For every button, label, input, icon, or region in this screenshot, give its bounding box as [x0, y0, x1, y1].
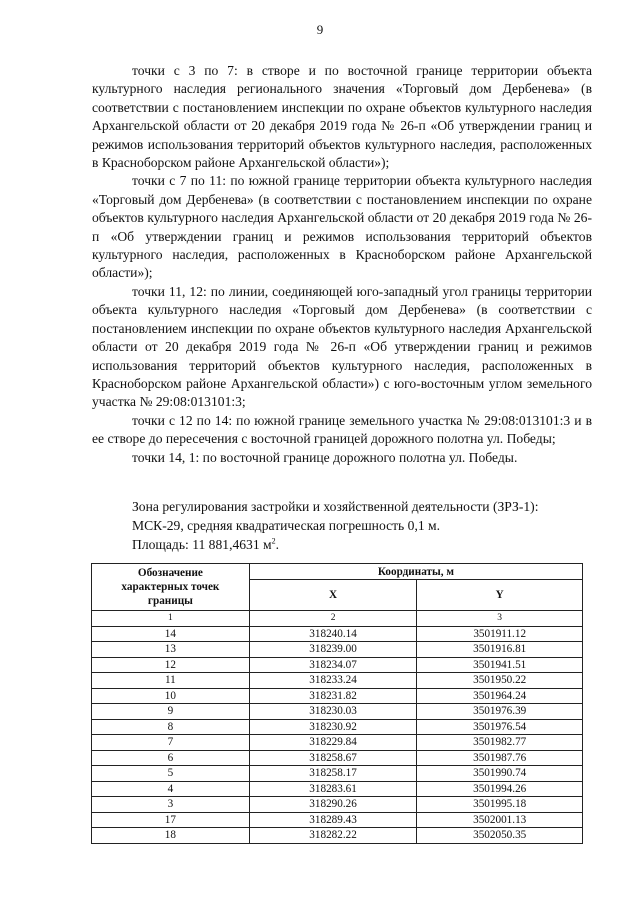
boundary-description — [92, 62, 592, 467]
table-row — [92, 642, 583, 658]
table-row — [92, 766, 583, 782]
cell-point: 3 — [92, 797, 250, 813]
paragraph: точки с 3 по 7: в створе и по восточной границе территории объекта культурного наследия регионального значения «Торговый дом Дербенева» (в соответствии с постановлением инспекции по охране объектов культурного наследия Архангельской области от 20 декабря 2019 года № 26-п «Об утверждении границ и режимов использования территорий объектов культурного наследия, расположенных в Красноборском районе Архангельской области»); — [92, 63, 592, 171]
cell-y: 3501911.12 — [417, 626, 583, 642]
column-number-row — [92, 611, 583, 627]
col-num: 1 — [92, 611, 250, 627]
cell-x: 318240.14 — [249, 626, 417, 642]
cell-x: 318282.22 — [249, 828, 417, 844]
cell-y: 3501941.51 — [417, 657, 583, 673]
table-row — [92, 688, 583, 704]
paragraph: точки с 7 по 11: по южной границе территории объекта культурного наследия «Торговый дом Дербенева» (в соответствии с постановлением инспекции по охране объектов культурного наследия Архангельской области от 20 декабря 2019 года № 26-п «Об утверждении границ и режимов использования территорий объектов культурного наследия, расположенных в Красноборском районе Архангельской области»); — [92, 173, 592, 281]
cell-point: 10 — [92, 688, 250, 704]
cell-y: 3501987.76 — [417, 750, 583, 766]
area-label: Площадь: 11 881,4631 м — [132, 537, 272, 552]
zone-title: Зона регулирования застройки и хозяйственной деятельности (ЗРЗ-1): — [132, 499, 539, 514]
cell-y: 3502050.35 — [417, 828, 583, 844]
col-num: 3 — [417, 611, 583, 627]
table-row — [92, 673, 583, 689]
area-sup: 2 — [271, 536, 276, 546]
cell-point: 9 — [92, 704, 250, 720]
cell-point: 5 — [92, 766, 250, 782]
header-x: X — [249, 580, 417, 611]
cell-y: 3501976.54 — [417, 719, 583, 735]
cell-x: 318233.24 — [249, 673, 417, 689]
table-body — [92, 626, 583, 843]
coordinate-system: МСК-29, средняя квадратическая погрешность 0,1 м. — [132, 518, 441, 533]
table-row — [92, 797, 583, 813]
cell-point: 11 — [92, 673, 250, 689]
cell-point: 4 — [92, 781, 250, 797]
cell-x: 318258.17 — [249, 766, 417, 782]
page-number: 9 — [316, 22, 324, 37]
cell-y: 3501950.22 — [417, 673, 583, 689]
table-row — [92, 657, 583, 673]
paragraph: точки 11, 12: по линии, соединяющей юго-западный угол границы территории объекта культурного наследия «Торговый дом Дербенева» (в соответствии с постановлением инспекции по охране объектов культурного наследия Архангельской области от 20 декабря 2019 года № 26-п «Об утверждении границ и режимов использования территорий объектов культурного наследия, расположенных в Красноборском районе Архангельской области») с юго-восточным углом земельного участка № 29:08:013101:3; — [92, 283, 592, 410]
col-num: 2 — [249, 611, 417, 627]
table-row — [92, 750, 583, 766]
header-y: Y — [417, 580, 583, 611]
cell-x: 318230.03 — [249, 704, 417, 720]
cell-x: 318289.43 — [249, 812, 417, 828]
cell-point: 18 — [92, 828, 250, 844]
cell-x: 318258.67 — [249, 750, 417, 766]
area-end: . — [275, 537, 280, 552]
cell-point: 17 — [92, 812, 250, 828]
table-row — [92, 781, 583, 797]
zone-info — [132, 497, 602, 554]
paragraph: точки 14, 1: по восточной границе дорожного полотна ул. Победы. — [132, 449, 518, 465]
table-row — [92, 704, 583, 720]
cell-point: 7 — [92, 735, 250, 751]
cell-x: 318239.00 — [249, 642, 417, 658]
cell-point: 6 — [92, 750, 250, 766]
cell-point: 14 — [92, 626, 250, 642]
cell-y: 3501982.77 — [417, 735, 583, 751]
zone-area — [132, 535, 602, 554]
cell-point: 8 — [92, 719, 250, 735]
header-row — [92, 564, 583, 580]
cell-y: 3501976.39 — [417, 704, 583, 720]
header-point: Обозначение характерных точек границы — [92, 564, 250, 611]
paragraph: точки с 12 по 14: по южной границе земельного участка № 29:08:013101:3 и в ее створе до пересечения с восточной границей дорожного полотна ул. Победы; — [92, 412, 592, 447]
cell-y: 3502001.13 — [417, 812, 583, 828]
cell-y: 3501916.81 — [417, 642, 583, 658]
coordinates-table — [91, 563, 583, 844]
table-row — [92, 812, 583, 828]
header-coordinates: Координаты, м — [249, 564, 582, 580]
cell-x: 318290.26 — [249, 797, 417, 813]
cell-point: 12 — [92, 657, 250, 673]
table-row — [92, 719, 583, 735]
cell-y: 3501995.18 — [417, 797, 583, 813]
cell-x: 318231.82 — [249, 688, 417, 704]
cell-y: 3501964.24 — [417, 688, 583, 704]
table-row — [92, 828, 583, 844]
cell-x: 318234.07 — [249, 657, 417, 673]
table-row — [92, 626, 583, 642]
cell-point: 13 — [92, 642, 250, 658]
cell-x: 318230.92 — [249, 719, 417, 735]
cell-y: 3501994.26 — [417, 781, 583, 797]
cell-x: 318283.61 — [249, 781, 417, 797]
table-row — [92, 735, 583, 751]
cell-x: 318229.84 — [249, 735, 417, 751]
cell-y: 3501990.74 — [417, 766, 583, 782]
